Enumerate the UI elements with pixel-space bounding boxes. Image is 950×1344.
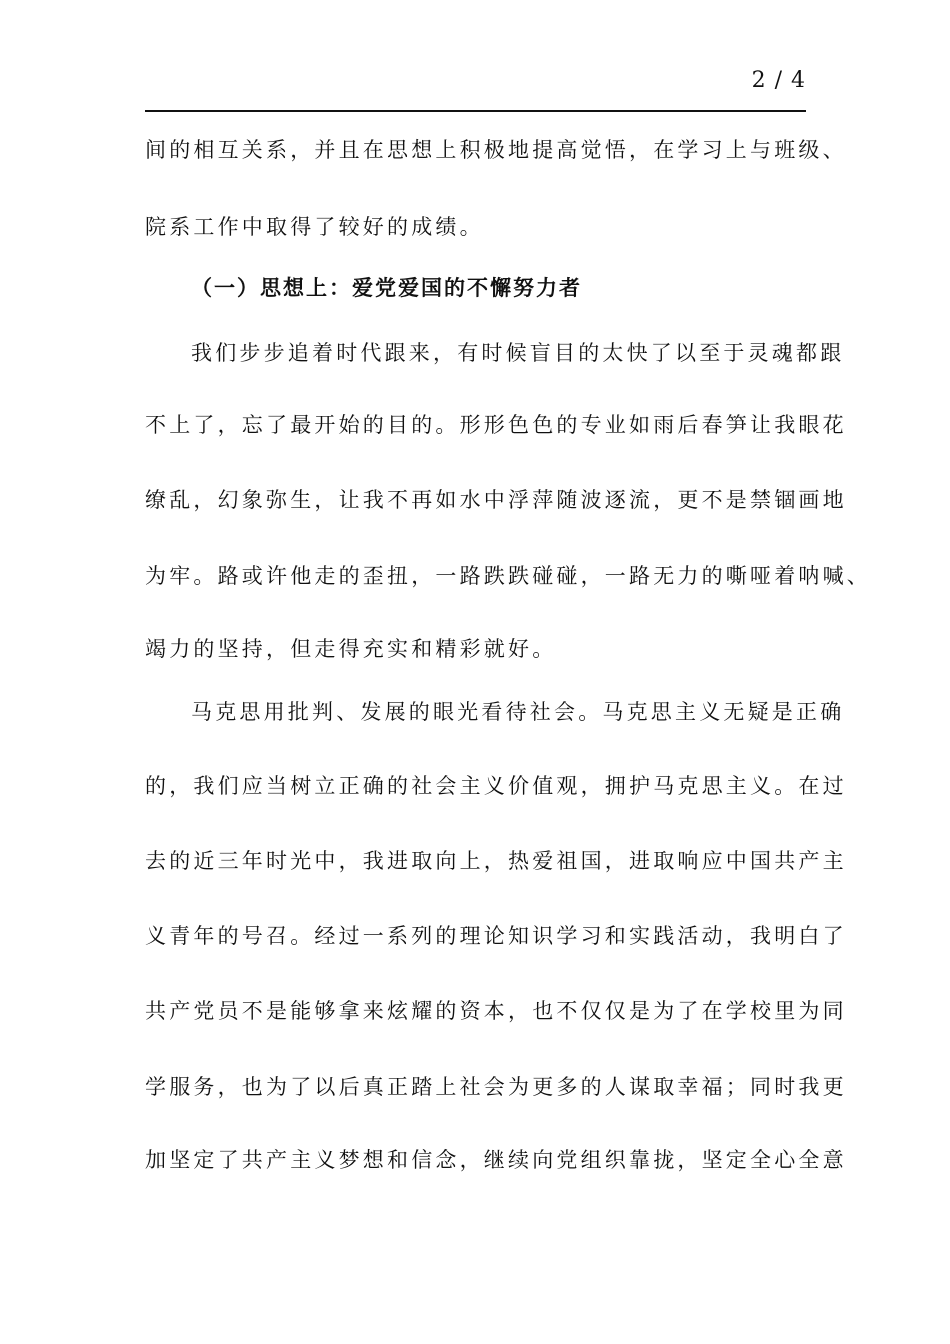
section-heading: （一）思想上：爱党爱国的不懈努力者 bbox=[191, 276, 582, 300]
text-line: 院系工作中取得了较好的成绩。 bbox=[145, 215, 484, 239]
text-line: 去的近三年时光中，我进取向上，热爱祖国，进取响应中国共产主 bbox=[145, 849, 847, 873]
header-rule bbox=[145, 110, 806, 112]
text-line: 不上了，忘了最开始的目的。形形色色的专业如雨后春笋让我眼花 bbox=[145, 413, 847, 437]
text-line: 学服务，也为了以后真正踏上社会为更多的人谋取幸福；同时我更 bbox=[145, 1075, 847, 1099]
page-number: 2 / 4 bbox=[751, 68, 806, 93]
text-line: 为牢。路或许他走的歪扭，一路跌跌碰碰，一路无力的嘶哑着呐喊、 bbox=[145, 564, 871, 588]
text-line: 缭乱，幻象弥生，让我不再如水中浮萍随波逐流，更不是禁锢画地 bbox=[145, 488, 847, 512]
text-line: 竭力的坚持，但走得充实和精彩就好。 bbox=[145, 637, 557, 661]
text-line: 马克思用批判、发展的眼光看待社会。马克思主义无疑是正确 bbox=[191, 700, 845, 724]
text-line: 我们步步追着时代跟来，有时候盲目的太快了以至于灵魂都跟 bbox=[191, 341, 845, 365]
text-line: 共产党员不是能够拿来炫耀的资本，也不仅仅是为了在学校里为同 bbox=[145, 999, 847, 1023]
text-line: 加坚定了共产主义梦想和信念，继续向党组织靠拢，坚定全心全意 bbox=[145, 1148, 847, 1172]
text-line: 的，我们应当树立正确的社会主义价值观，拥护马克思主义。在过 bbox=[145, 774, 847, 798]
text-line: 间的相互关系，并且在思想上积极地提高觉悟，在学习上与班级、 bbox=[145, 138, 847, 162]
text-line: 义青年的号召。经过一系列的理论知识学习和实践活动，我明白了 bbox=[145, 924, 847, 948]
